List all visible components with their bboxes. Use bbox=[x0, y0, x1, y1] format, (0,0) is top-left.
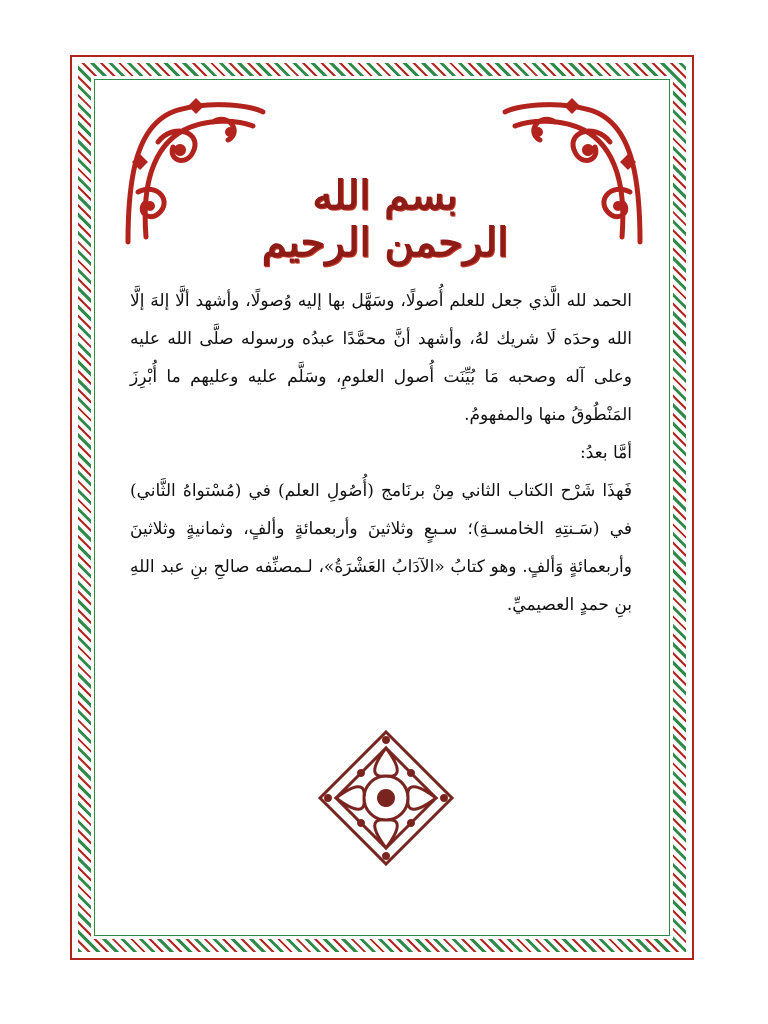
paragraph-intro: الحمد لله الَّذي جعل للعلم أُصولًا، وسَهَّل بها إليه وُصولًا، وأشهد ألَّا إلهَ إلَّا الله وحدَه لَا شريك لهُ، وأشهد أنَّ محمَّدًا عبدُه ورسوله صلَّى الله عليه وعلى آله وصحبه مَا بُيِّنَت أُصول العلومِ، وسَلَّم عليه وعليهم ما أُبْرِزَ المَنْطُوقُ منها والمفهومُ. bbox=[130, 291, 632, 425]
corner-ornament-icon bbox=[118, 92, 268, 252]
diamond-ornament-icon bbox=[316, 728, 456, 868]
paragraph-amma-baad: أمَّا بعدُ: bbox=[580, 443, 632, 463]
paragraph-main: فَهذَا شَرْح الكتاب الثاني مِنْ برنَامج (أُصُولِ العلم) في (مُسْتواهُ الثَّاني) في (سَـنتِهِ الخامسـةِ)؛ سـبعٍ وثلاثينَ وأربعمائةٍ وألفٍ، وثمانيةٍ وثلاثينَ وأربعمائةٍ وَألفٍ. وهو كتابُ «الآدَابُ العَشْرَةُ»، لـمصنِّفه صالحِ بنِ عبد اللهِ بنِ حمدٍ العصيميِّ. bbox=[130, 481, 632, 615]
basmala-text: بسم الله الرحمن الرحيم bbox=[261, 172, 509, 266]
document-body bbox=[130, 282, 632, 624]
basmala-calligraphy bbox=[250, 160, 520, 266]
corner-ornament-icon bbox=[500, 92, 650, 252]
